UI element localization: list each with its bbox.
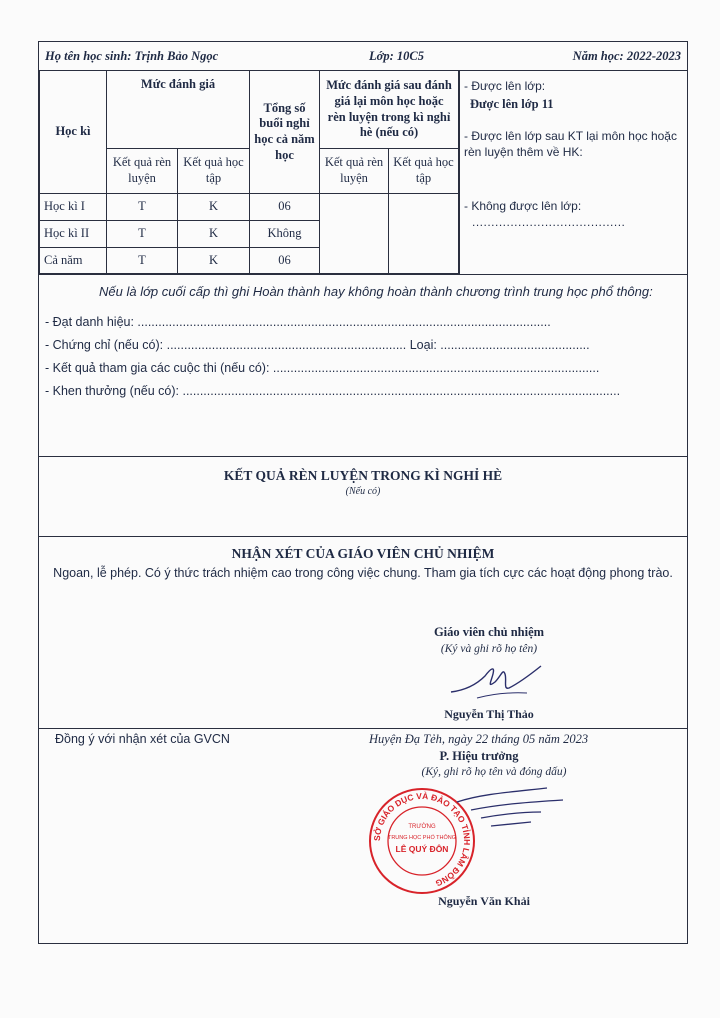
stamp-ring-text: SỞ GIÁO DỤC VÀ ĐÀO TẠO TỈNH LÂM ĐỒNG [371, 790, 473, 889]
row-absent: 06 [250, 248, 320, 274]
stamp-inner-2: TRUNG HỌC PHỔ THÔNG [387, 835, 457, 841]
assessment-header: Mức đánh giá [107, 71, 250, 149]
graduation-note: Nếu là lớp cuối cấp thì ghi Hoàn thành hay không hoàn thành chương trình trung học phổ thông: [99, 284, 653, 299]
contest-line: - Kết quả tham gia các cuộc thi (nếu có): .............................................................................................. [45, 361, 600, 375]
promotion-panel [459, 70, 690, 274]
principal-name: Nguyễn Văn Khải [438, 894, 530, 908]
divider [39, 456, 687, 457]
study-subheader-2: Kết quả học tập [389, 149, 459, 194]
row-semester: Cả năm [40, 248, 107, 274]
promoted-label: - Được lên lớp: [464, 79, 546, 93]
student-header [39, 42, 687, 71]
reassess-conduct-cell [320, 194, 389, 274]
promoted-after-retest: - Được lên lớp sau KT lại môn học hoặc rèn luyện thêm về HK: [464, 129, 677, 160]
row-study: K [178, 221, 250, 248]
reassess-study-cell [389, 194, 459, 274]
row-semester: Học kì II [40, 221, 107, 248]
study-subheader: Kết quả học tập [178, 149, 250, 194]
summer-title: KẾT QUẢ RÈN LUYỆN TRONG KÌ NGHỈ HÈ [223, 468, 503, 483]
report-page [38, 41, 688, 944]
teacher-sign-note: (Ký và ghi rõ họ tên) [440, 643, 538, 655]
row-conduct: T [107, 221, 178, 248]
row-conduct: T [107, 194, 178, 221]
student-name: Họ tên học sinh: Trịnh Bảo Ngọc [45, 49, 219, 63]
certificate-line: - Chứng chỉ (nếu có): ..................................................................... Loại: ........................................... [45, 338, 590, 352]
row-absent: 06 [250, 194, 320, 221]
not-promoted-label: - Không được lên lớp: [464, 199, 582, 213]
school-year: Năm học: 2022-2023 [572, 49, 681, 63]
row-semester: Học kì I [40, 194, 107, 221]
conduct-subheader-2: Kết quả rèn luyện [320, 149, 389, 194]
grades-table [39, 70, 459, 274]
agree-note: Đồng ý với nhận xét của GVCN [55, 732, 230, 746]
title-line: - Đạt danh hiệu: ....................................................................................................................... [45, 315, 551, 329]
row-conduct: T [107, 248, 178, 274]
principal-sign-note: (Ký, ghi rõ họ tên và đóng dấu) [421, 766, 567, 778]
place-date: Huyện Đạ Tẻh, ngày 22 tháng 05 năm 2023 [369, 732, 589, 746]
stamp-inner-1: TRƯỜNG [408, 824, 436, 830]
row-absent: Không [250, 221, 320, 248]
teacher-comment-title: NHẬN XÉT CỦA GIÁO VIÊN CHỦ NHIỆM [231, 546, 495, 561]
row-study: K [178, 248, 250, 274]
reassess-header: Mức đánh giá sau đánh giá lại môn học hoặc rèn luyện trong kì nghỉ hè (nếu có) [320, 71, 459, 149]
summer-sub: (Nếu có) [345, 486, 381, 497]
teacher-comment: Ngoan, lễ phép. Có ý thức trách nhiệm cao trong công việc chung. Tham gia tích cực các hoạt động phong trào. [53, 566, 673, 580]
conduct-subheader: Kết quả rèn luyện [107, 149, 178, 194]
divider [39, 728, 687, 729]
not-promoted-dots: ........................................ [472, 215, 626, 229]
principal-signature [451, 782, 571, 842]
divider [39, 536, 687, 537]
table-row [40, 194, 459, 221]
principal-role: P. Hiệu trưởng [439, 749, 519, 763]
semester-header: Học kì [40, 71, 107, 194]
promoted-value: Được lên lớp 11 [470, 97, 554, 111]
award-line: - Khen thưởng (nếu có): .............................................................................................................................. [45, 384, 621, 398]
absent-header: Tổng số buổi nghỉ học cả năm học [250, 71, 320, 194]
teacher-signature [447, 662, 547, 702]
student-class: Lớp: 10C5 [369, 49, 424, 63]
divider [39, 274, 687, 275]
teacher-name: Nguyễn Thị Thảo [444, 707, 534, 721]
row-study: K [178, 194, 250, 221]
teacher-role: Giáo viên chủ nhiệm [433, 625, 545, 639]
stamp-inner-3: LÊ QUÝ ĐÔN [395, 844, 449, 854]
